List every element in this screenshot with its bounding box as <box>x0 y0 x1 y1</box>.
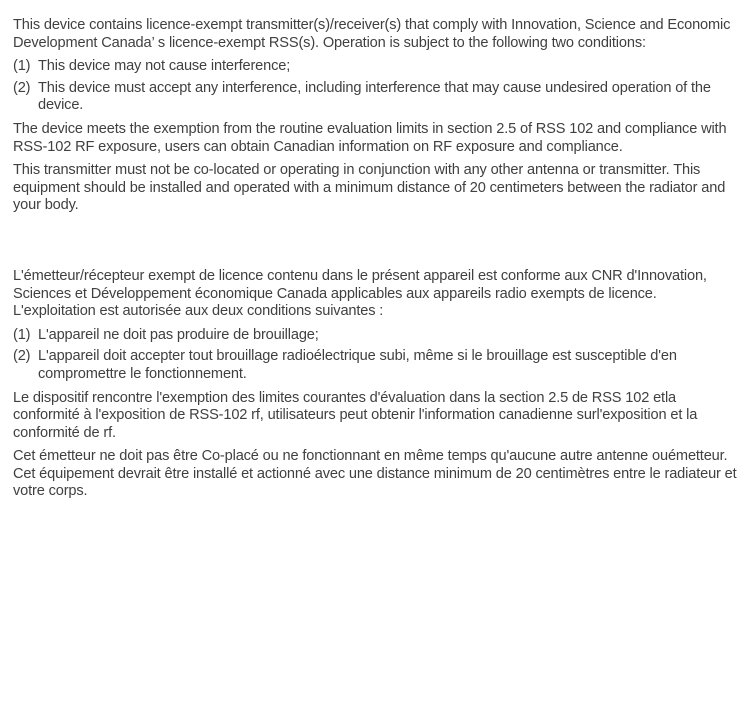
french-conditions-list <box>13 327 737 384</box>
condition-number: (1) <box>13 326 31 343</box>
french-condition-1 <box>13 327 737 345</box>
compliance-document <box>13 17 737 507</box>
french-exposure-paragraph: Le dispositif rencontre l'exemption des limites courantes d'évaluation dans la section 2.5 de RSS 102 etla conformité à l'exposition de RSS-102 rf, utilisateurs peut obtenir l'information canadienne surl'exposition et la conformité de rf. <box>13 389 698 441</box>
french-condition-2 <box>13 348 737 383</box>
section-divider-space <box>13 221 737 268</box>
condition-text: L'appareil ne doit pas produire de brouillage; <box>38 326 319 343</box>
condition-text: L'appareil doit accepter tout brouillage radioélectrique subi, même si le brouillage est susceptible d'en compromettre le fonctionnement. <box>38 348 677 382</box>
english-section <box>13 17 737 215</box>
french-intro-paragraph: L'émetteur/récepteur exempt de licence contenu dans le présent appareil est conforme aux CNR d'Innovation, Sciences et Développement économique Canada applicables aux appareils radio exempts de licence. L'exploitation est autorisée aux deux conditions suivantes : <box>13 267 707 320</box>
condition-text: This device may not cause interference; <box>38 58 291 75</box>
french-section <box>13 268 737 501</box>
condition-number: (1) <box>13 58 31 75</box>
english-intro-paragraph: This device contains licence-exempt transmitter(s)/receiver(s) that comply with Innovation, Science and Economic Development Canada’ s licence-exempt RSS(s). Operation is subject to the following two conditions: <box>13 17 731 51</box>
english-condition-1 <box>13 58 737 76</box>
condition-number: (2) <box>13 79 31 96</box>
english-exposure-paragraph: The device meets the exemption from the routine evaluation limits in section 2.5 of RSS 102 and compliance with RSS-102 RF exposure, users can obtain Canadian information on RF exposure and compliance. <box>13 120 727 155</box>
english-condition-2 <box>13 80 737 115</box>
english-conditions-list <box>13 58 737 115</box>
condition-number: (2) <box>13 348 31 365</box>
english-colocation-paragraph: This transmitter must not be co-located or operating in conjunction with any other antenna or transmitter. This equipment should be installed and operated with a minimum distance of 20 centimeters between the radiator and your body. <box>13 162 726 214</box>
condition-text: This device must accept any interference, including interference that may cause undesired operation of the device. <box>38 79 711 114</box>
french-colocation-paragraph: Cet émetteur ne doit pas être Co-placé ou ne fonctionnant en même temps qu'aucune autre antenne ouémetteur. Cet équipement devrait être installé et actionné avec une distance minimum de 20 centimètres entre le radiateur et votre corps. <box>13 448 737 500</box>
